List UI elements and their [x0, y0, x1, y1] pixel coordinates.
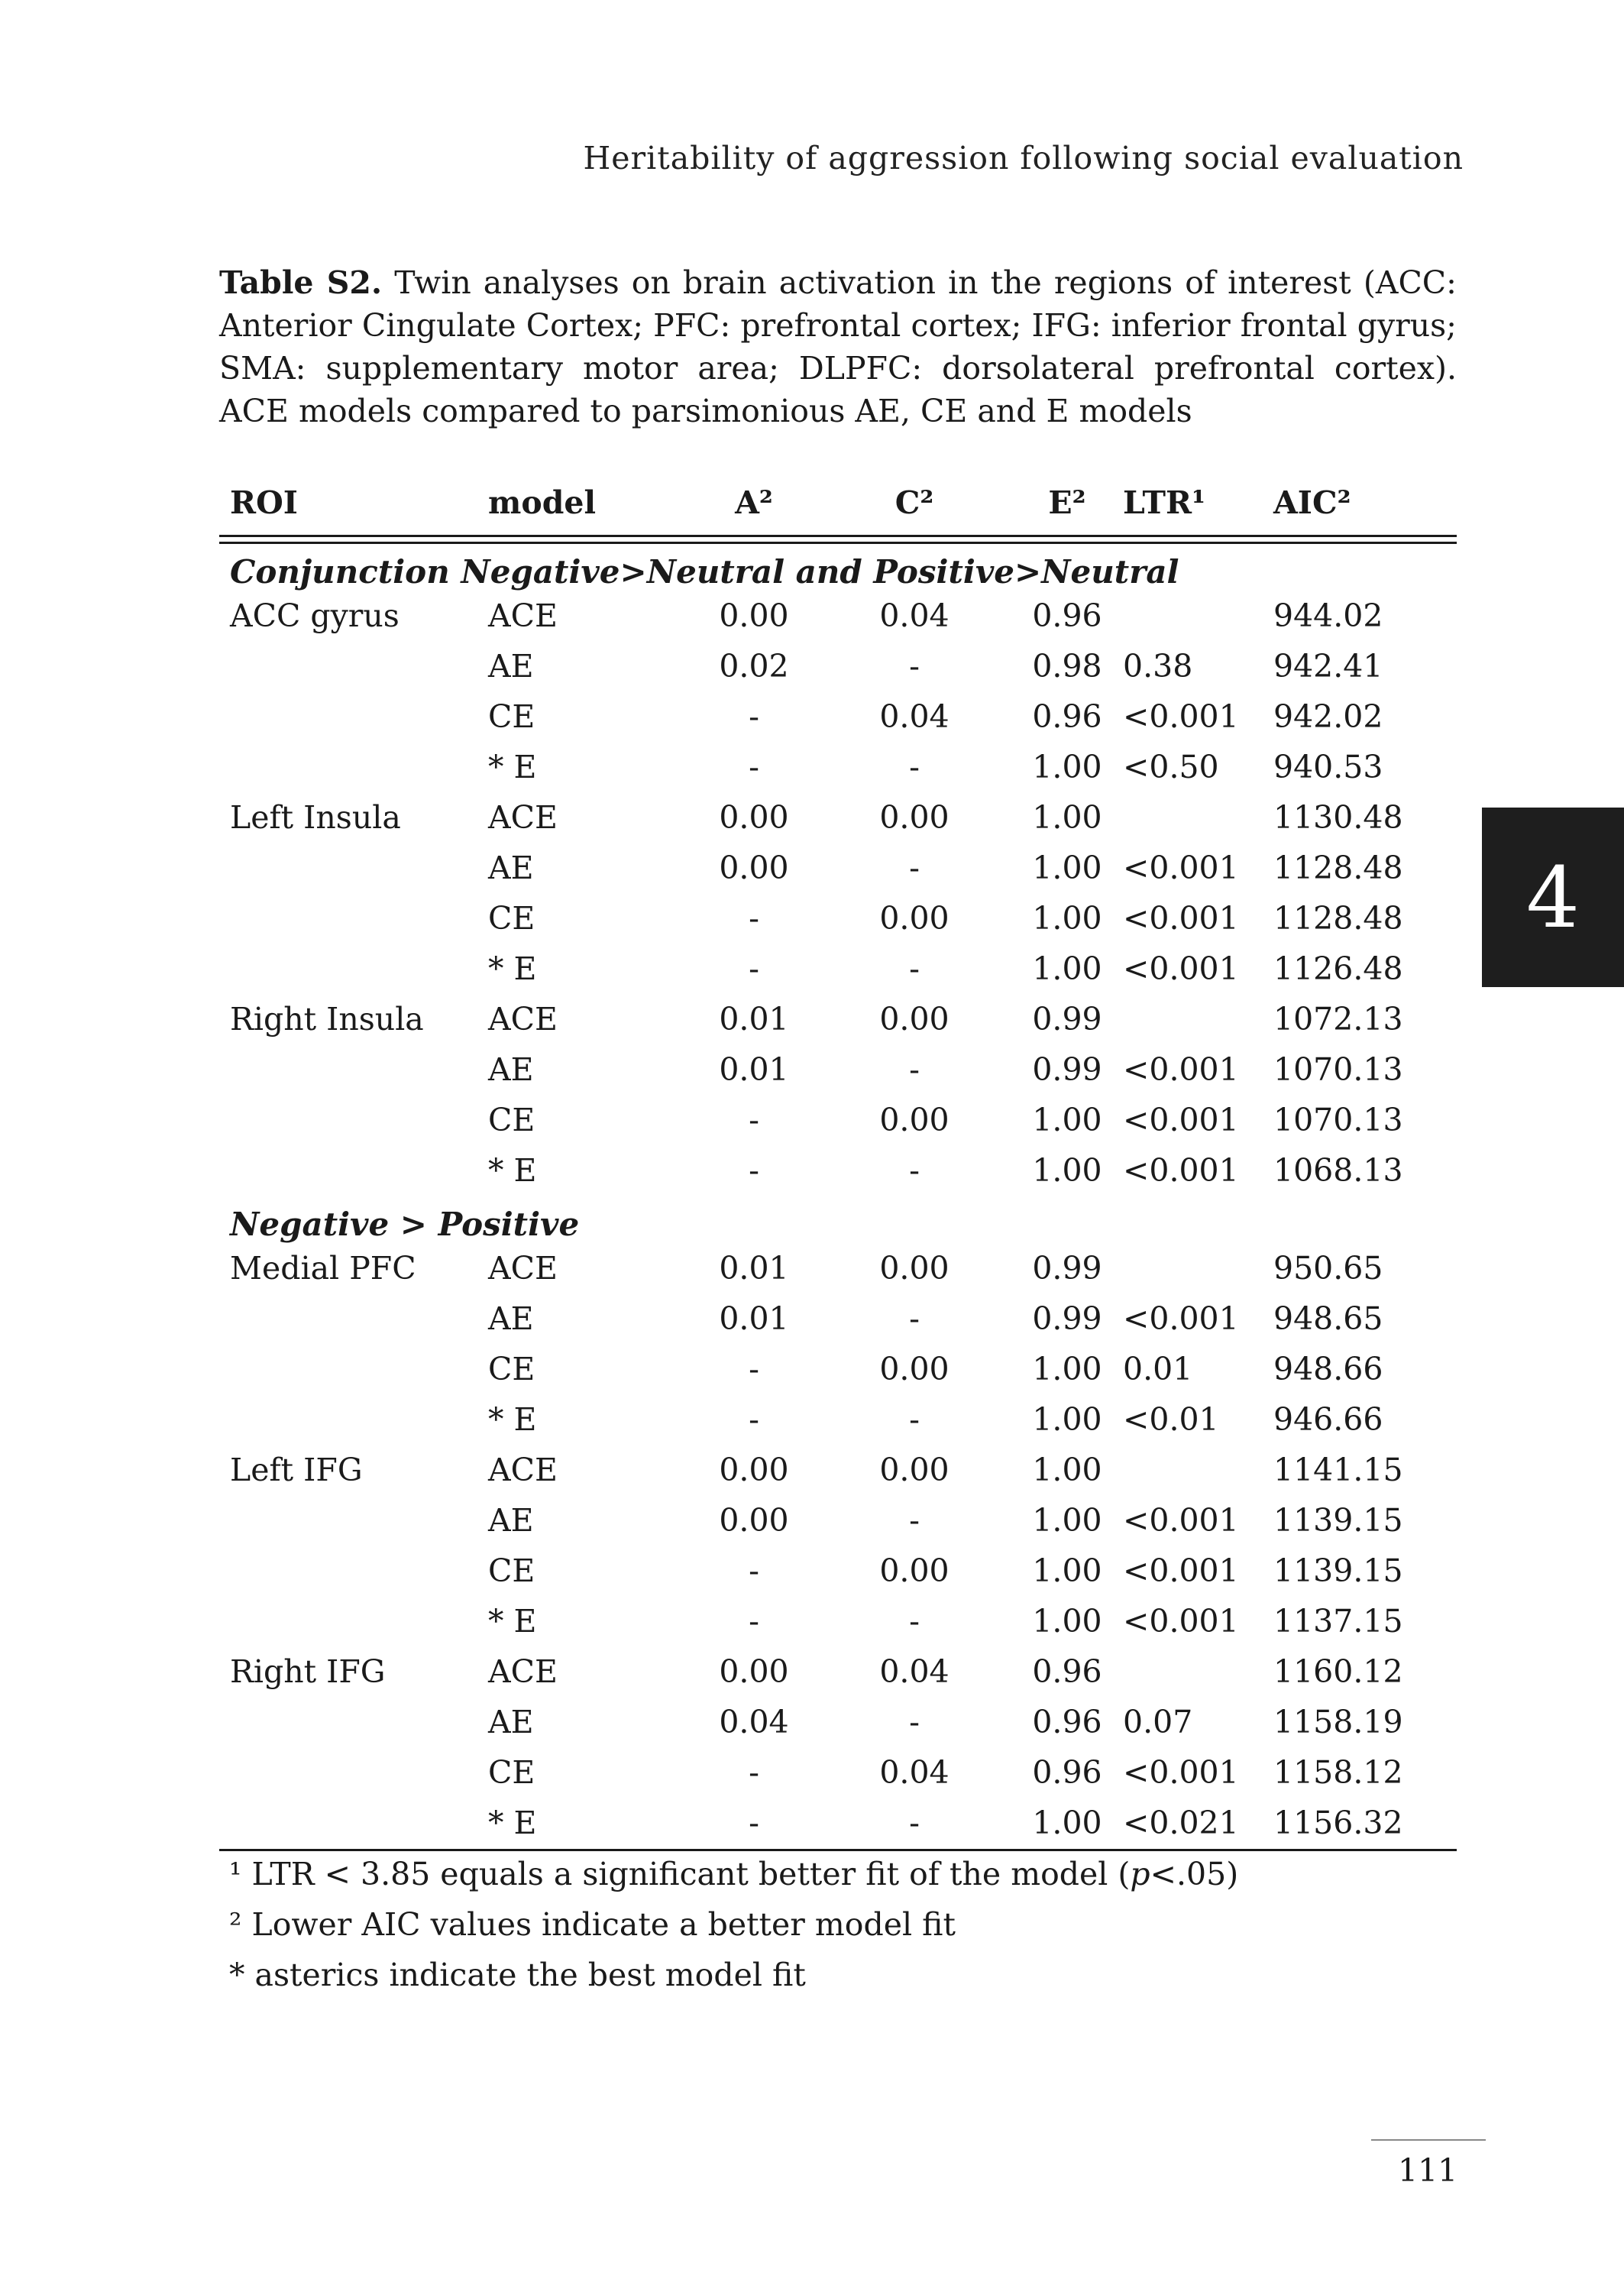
cell-model: AE [488, 1051, 534, 1088]
cell-ltr: 0.07 [1123, 1704, 1193, 1740]
cell-c2: - [909, 1051, 920, 1088]
cell-model: * E [488, 749, 537, 785]
cell-c2: - [909, 1152, 920, 1189]
cell-aic: 1139.15 [1273, 1502, 1403, 1539]
cell-a2: 0.01 [719, 1001, 789, 1038]
table-row [219, 843, 1457, 894]
table-row [219, 1395, 1457, 1445]
header-aic: AIC² [1273, 484, 1351, 521]
cell-model: AE [488, 648, 534, 685]
table-row [219, 692, 1457, 743]
header-ltr: LTR¹ [1123, 484, 1206, 521]
table-notes [229, 1849, 1238, 2000]
note-asterisk: * asterics indicate the best model fit [229, 1957, 806, 1993]
cell-a2: - [749, 698, 759, 735]
table-row [219, 1597, 1457, 1647]
note-p-symbol: p [1130, 1856, 1150, 1892]
cell-aic: 1130.48 [1273, 799, 1403, 836]
cell-a2: - [749, 1603, 759, 1640]
table-body [219, 544, 1457, 1849]
cell-ltr: <0.001 [1123, 698, 1239, 735]
table-row [219, 1647, 1457, 1698]
cell-e2: 0.96 [1032, 1704, 1102, 1740]
cell-e2: 1.00 [1032, 1603, 1102, 1640]
table-row [219, 793, 1457, 843]
cell-e2: 0.99 [1032, 1250, 1102, 1287]
table-row [219, 1345, 1457, 1395]
cell-e2: 0.96 [1032, 1653, 1102, 1690]
cell-ltr: 0.01 [1123, 1351, 1193, 1387]
cell-c2: - [909, 1401, 920, 1438]
cell-c2: - [909, 749, 920, 785]
cell-aic: 1139.15 [1273, 1552, 1403, 1589]
cell-e2: 1.00 [1032, 799, 1102, 836]
cell-e2: 0.98 [1032, 648, 1102, 685]
cell-c2: 0.04 [879, 1653, 949, 1690]
cell-e2: 1.00 [1032, 1351, 1102, 1387]
table-row [219, 944, 1457, 995]
cell-e2: 0.96 [1032, 1754, 1102, 1791]
cell-e2: 1.00 [1032, 900, 1102, 937]
caption-text: Twin analyses on brain activation in the regions of interest (ACC: Anterior Cingulate Cortex; PFC: prefrontal cortex; IFG: inferior frontal gyrus; SMA: supplementary motor area; DLPFC: dorsolateral prefrontal cortex). ACE models compared to parsimonious AE, CE and E models [219, 264, 1457, 429]
section-heading [219, 1196, 1457, 1244]
header-rule-top [219, 535, 1457, 537]
cell-aic: 1158.19 [1273, 1704, 1403, 1740]
table-row [219, 743, 1457, 793]
cell-a2: 0.04 [719, 1704, 789, 1740]
cell-roi: Right Insula [230, 1001, 424, 1038]
cell-e2: 1.00 [1032, 950, 1102, 987]
table-row [219, 1798, 1457, 1849]
header-c2: C² [894, 484, 934, 521]
cell-c2: 0.04 [879, 597, 949, 634]
cell-ltr: <0.001 [1123, 1502, 1239, 1539]
cell-aic: 948.66 [1273, 1351, 1383, 1387]
cell-a2: - [749, 1351, 759, 1387]
cell-a2: - [749, 1152, 759, 1189]
cell-ltr: <0.001 [1123, 1552, 1239, 1589]
cell-c2: 0.04 [879, 1754, 949, 1791]
cell-ltr: <0.001 [1123, 1051, 1239, 1088]
cell-c2: - [909, 1805, 920, 1841]
cell-model: * E [488, 1401, 537, 1438]
cell-e2: 1.00 [1032, 1102, 1102, 1138]
cell-a2: 0.01 [719, 1300, 789, 1337]
cell-a2: - [749, 749, 759, 785]
cell-aic: 1126.48 [1273, 950, 1403, 987]
cell-model: CE [488, 1552, 535, 1589]
table-row [219, 995, 1457, 1045]
cell-model: * E [488, 1603, 537, 1640]
running-head: Heritability of aggression following social evaluation [583, 140, 1464, 176]
table-row [219, 642, 1457, 692]
cell-aic: 1072.13 [1273, 1001, 1403, 1038]
cell-a2: 0.00 [719, 1502, 789, 1539]
cell-a2: - [749, 1754, 759, 1791]
cell-a2: - [749, 900, 759, 937]
header-a2: A² [735, 484, 773, 521]
cell-ltr: <0.001 [1123, 850, 1239, 886]
cell-e2: 1.00 [1032, 1452, 1102, 1488]
page-number-rule [1371, 2139, 1486, 2141]
cell-model: ACE [488, 1452, 558, 1488]
cell-model: CE [488, 698, 535, 735]
section-title: Negative > Positive [230, 1206, 580, 1243]
cell-e2: 1.00 [1032, 1152, 1102, 1189]
cell-ltr: <0.01 [1123, 1401, 1219, 1438]
cell-model: ACE [488, 1001, 558, 1038]
table-row [219, 1045, 1457, 1096]
cell-c2: 0.00 [879, 1250, 949, 1287]
cell-c2: - [909, 1704, 920, 1740]
cell-aic: 946.66 [1273, 1401, 1383, 1438]
cell-c2: 0.00 [879, 799, 949, 836]
cell-aic: 948.65 [1273, 1300, 1383, 1337]
cell-model: ACE [488, 597, 558, 634]
cell-aic: 1158.12 [1273, 1754, 1403, 1791]
cell-c2: 0.00 [879, 1102, 949, 1138]
cell-ltr: <0.021 [1123, 1805, 1239, 1841]
cell-c2: - [909, 850, 920, 886]
table-row [219, 1698, 1457, 1748]
cell-c2: 0.00 [879, 900, 949, 937]
cell-aic: 1156.32 [1273, 1805, 1403, 1841]
cell-aic: 1068.13 [1273, 1152, 1403, 1189]
cell-e2: 1.00 [1032, 749, 1102, 785]
cell-aic: 950.65 [1273, 1250, 1383, 1287]
cell-c2: - [909, 648, 920, 685]
cell-aic: 942.41 [1273, 648, 1383, 685]
cell-ltr: <0.001 [1123, 1754, 1239, 1791]
cell-aic: 1070.13 [1273, 1102, 1403, 1138]
cell-a2: 0.00 [719, 850, 789, 886]
cell-a2: - [749, 950, 759, 987]
cell-c2: - [909, 1300, 920, 1337]
cell-c2: - [909, 1502, 920, 1539]
cell-ltr: <0.001 [1123, 1152, 1239, 1189]
table-row [219, 1445, 1457, 1496]
cell-e2: 0.99 [1032, 1051, 1102, 1088]
cell-aic: 1141.15 [1273, 1452, 1403, 1488]
cell-a2: 0.00 [719, 1452, 789, 1488]
cell-c2: 0.00 [879, 1351, 949, 1387]
cell-a2: 0.01 [719, 1250, 789, 1287]
cell-ltr: <0.001 [1123, 1603, 1239, 1640]
section-title: Conjunction Negative>Neutral and Positive>Neutral [230, 553, 1179, 591]
cell-model: CE [488, 1102, 535, 1138]
cell-ltr: <0.001 [1123, 1102, 1239, 1138]
table-row [219, 1096, 1457, 1146]
cell-aic: 944.02 [1273, 597, 1383, 634]
cell-aic: 940.53 [1273, 749, 1383, 785]
cell-aic: 1160.12 [1273, 1653, 1403, 1690]
cell-aic: 1070.13 [1273, 1051, 1403, 1088]
cell-ltr: <0.50 [1123, 749, 1219, 785]
table-row [219, 591, 1457, 642]
table-row [219, 1546, 1457, 1597]
page-number: 111 [1398, 2152, 1458, 2189]
cell-a2: - [749, 1102, 759, 1138]
cell-e2: 1.00 [1032, 1805, 1102, 1841]
cell-ltr: <0.001 [1123, 900, 1239, 937]
note-aic: ² Lower AIC values indicate a better model fit [229, 1906, 956, 1943]
table-row [219, 894, 1457, 944]
chapter-tab: 4 [1482, 808, 1624, 987]
cell-model: CE [488, 900, 535, 937]
cell-c2: - [909, 950, 920, 987]
cell-roi: ACC gyrus [230, 597, 400, 634]
cell-roi: Medial PFC [230, 1250, 416, 1287]
header-model: model [488, 484, 597, 521]
cell-ltr: 0.38 [1123, 648, 1193, 685]
cell-c2: - [909, 1603, 920, 1640]
cell-aic: 1137.15 [1273, 1603, 1403, 1640]
cell-model: AE [488, 1300, 534, 1337]
cell-roi: Left IFG [230, 1452, 363, 1488]
cell-c2: 0.00 [879, 1001, 949, 1038]
cell-model: CE [488, 1351, 535, 1387]
cell-e2: 0.96 [1032, 597, 1102, 634]
cell-aic: 1128.48 [1273, 850, 1403, 886]
cell-model: ACE [488, 1653, 558, 1690]
cell-e2: 1.00 [1032, 1401, 1102, 1438]
cell-e2: 1.00 [1032, 850, 1102, 886]
results-table [219, 474, 1457, 1851]
table-row [219, 1244, 1457, 1294]
table-row [219, 1496, 1457, 1546]
cell-roi: Right IFG [230, 1653, 386, 1690]
cell-a2: 0.02 [719, 648, 789, 685]
table-row [219, 1748, 1457, 1798]
cell-e2: 0.99 [1032, 1300, 1102, 1337]
note-ltr-prefix: ¹ LTR < 3.85 equals a significant better fit of the model ( [229, 1856, 1131, 1892]
cell-model: * E [488, 950, 537, 987]
cell-ltr: <0.001 [1123, 950, 1239, 987]
cell-model: * E [488, 1805, 537, 1841]
note-p-value: <.05) [1150, 1856, 1239, 1892]
cell-aic: 942.02 [1273, 698, 1383, 735]
cell-a2: 0.00 [719, 597, 789, 634]
header-roi: ROI [230, 484, 298, 521]
cell-a2: - [749, 1805, 759, 1841]
cell-c2: 0.00 [879, 1452, 949, 1488]
cell-a2: - [749, 1401, 759, 1438]
cell-ltr: <0.001 [1123, 1300, 1239, 1337]
caption-label: Table S2. [219, 264, 383, 301]
cell-a2: 0.00 [719, 799, 789, 836]
cell-model: AE [488, 850, 534, 886]
cell-model: CE [488, 1754, 535, 1791]
cell-model: * E [488, 1152, 537, 1189]
cell-e2: 0.96 [1032, 698, 1102, 735]
cell-roi: Left Insula [230, 799, 401, 836]
cell-e2: 0.99 [1032, 1001, 1102, 1038]
cell-c2: 0.04 [879, 698, 949, 735]
note-ltr [229, 1849, 1238, 1899]
cell-c2: 0.00 [879, 1552, 949, 1589]
cell-e2: 1.00 [1032, 1502, 1102, 1539]
table-row [219, 1294, 1457, 1345]
cell-e2: 1.00 [1032, 1552, 1102, 1589]
table-header-row [219, 474, 1457, 535]
cell-aic: 1128.48 [1273, 900, 1403, 937]
header-e2: E² [1048, 484, 1086, 521]
section-heading [219, 544, 1457, 591]
cell-a2: 0.00 [719, 1653, 789, 1690]
cell-model: ACE [488, 1250, 558, 1287]
cell-model: AE [488, 1704, 534, 1740]
cell-a2: - [749, 1552, 759, 1589]
cell-model: ACE [488, 799, 558, 836]
cell-model: AE [488, 1502, 534, 1539]
table-caption [219, 261, 1457, 432]
table-row [219, 1146, 1457, 1196]
cell-a2: 0.01 [719, 1051, 789, 1088]
